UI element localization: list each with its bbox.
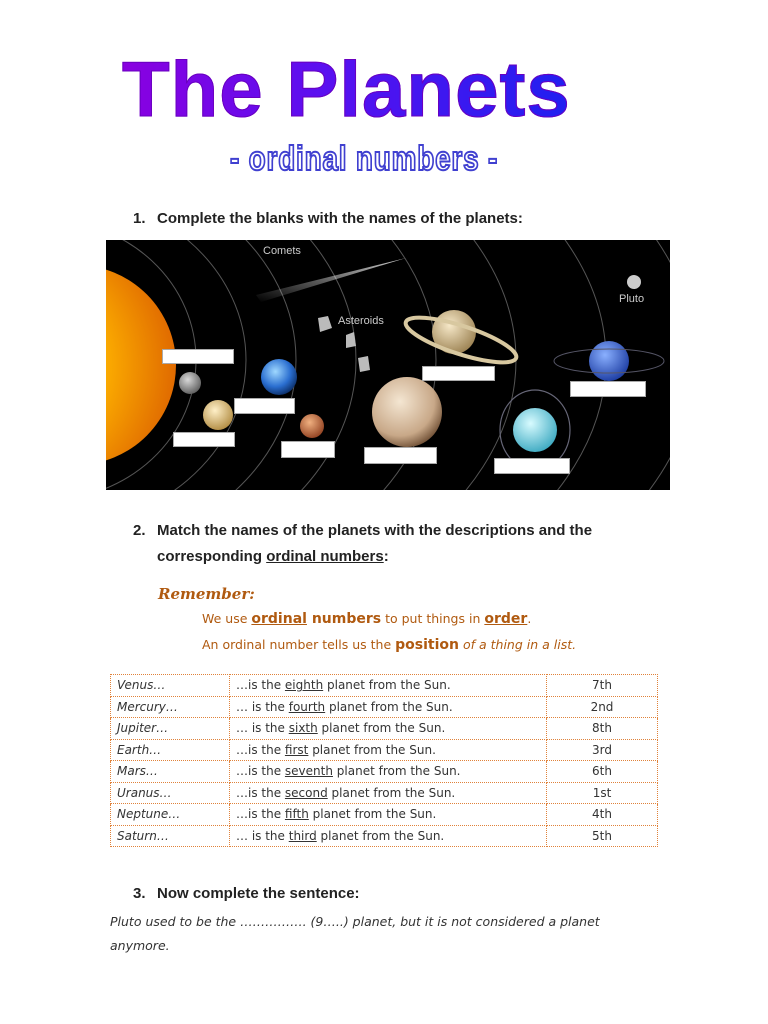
table-row [111, 696, 658, 718]
question-2-line2-suffix: : [383, 548, 389, 565]
number-cell: 7th [547, 675, 658, 697]
remember-l1-f: . [527, 611, 532, 626]
description-cell [230, 761, 547, 783]
description-post: planet from the Sun. [323, 678, 451, 693]
description-cell [230, 675, 547, 697]
question-2 [133, 522, 592, 539]
mercury-icon [179, 372, 201, 394]
description-cell [230, 696, 547, 718]
pluto-label: Pluto [619, 293, 645, 305]
description-post: planet from the Sun. [308, 807, 437, 822]
blank-mars[interactable] [281, 441, 335, 458]
question-2-line1: Match the names of the planets with the descriptions and the [157, 522, 593, 539]
planet-cell: Saturn… [111, 825, 230, 847]
question-2-number: 2. [133, 522, 146, 539]
description-ordinal: first [284, 742, 309, 757]
description-pre: … is the [236, 828, 289, 843]
description-pre: …is the [236, 742, 285, 757]
blank-jupiter[interactable] [364, 447, 437, 464]
remember-l1-numbers: numbers [306, 611, 382, 627]
planet-cell: Uranus… [111, 782, 230, 804]
remember-line-2 [202, 637, 576, 653]
question-3 [133, 885, 360, 902]
description-post: planet from the Sun. [308, 742, 436, 757]
description-pre: …is the [236, 807, 285, 822]
remember-heading: Remember: [158, 585, 255, 603]
blank-uranus[interactable] [494, 458, 570, 474]
number-cell: 2nd [547, 696, 658, 718]
description-ordinal: sixth [288, 721, 318, 736]
description-post: planet from the Sun. [327, 785, 456, 800]
description-cell [230, 804, 547, 826]
remember-l2-position: position [395, 637, 459, 653]
description-post: planet from the Sun. [332, 764, 461, 779]
jupiter-icon [372, 377, 442, 447]
question-1-text: Complete the blanks with the names of the planets: [157, 210, 523, 227]
table-row [111, 675, 658, 697]
earth-icon [261, 359, 297, 395]
number-cell: 5th [547, 825, 658, 847]
description-cell [230, 718, 547, 740]
table-row [111, 718, 658, 740]
description-cell [230, 825, 547, 847]
remember-l1-a: We use [202, 611, 252, 626]
planet-cell: Jupiter… [111, 718, 230, 740]
pluto-icon [627, 275, 641, 289]
blank-neptune[interactable] [570, 381, 646, 397]
description-ordinal: fifth [284, 807, 309, 822]
planet-cell: Earth… [111, 739, 230, 761]
page-title: The Planets [122, 45, 571, 133]
description-pre: … is the [236, 699, 289, 714]
remember-line-1 [202, 611, 531, 627]
question-2-ordinal-numbers: ordinal numbers [266, 548, 384, 565]
question-1 [133, 210, 523, 227]
solar-system-image [106, 240, 670, 490]
planet-cell: Mercury… [111, 696, 230, 718]
mars-icon [300, 414, 324, 438]
description-ordinal: eighth [284, 678, 324, 693]
blank-mercury[interactable] [162, 349, 234, 364]
description-ordinal: fourth [288, 699, 326, 714]
remember-l1-order: order [484, 611, 528, 627]
question-3-text: Now complete the sentence: [157, 885, 360, 902]
remember-l1-ordinal: ordinal [251, 611, 307, 627]
table-row [111, 739, 658, 761]
blank-earth[interactable] [234, 398, 295, 414]
description-post: planet from the Sun. [316, 828, 445, 843]
description-cell [230, 739, 547, 761]
planet-cell: Neptune… [111, 804, 230, 826]
venus-icon [203, 400, 233, 430]
description-ordinal: third [288, 828, 317, 843]
remember-l1-d: to put things in [381, 611, 485, 626]
description-post: planet from the Sun. [317, 721, 446, 736]
description-pre: …is the [236, 764, 285, 779]
question-1-number: 1. [133, 210, 146, 227]
matching-table [110, 674, 658, 847]
blank-venus[interactable] [173, 432, 235, 447]
blank-saturn[interactable] [422, 366, 495, 381]
question-2-line2 [157, 548, 389, 565]
remember-l2-c: of a thing in a list. [459, 637, 577, 652]
description-ordinal: second [284, 785, 328, 800]
question-3-number: 3. [133, 885, 146, 902]
table-row [111, 782, 658, 804]
remember-l2-a: An ordinal number tells us the [202, 637, 396, 652]
number-cell: 1st [547, 782, 658, 804]
question-2-line2-prefix: corresponding [157, 548, 267, 565]
page-subtitle: - ordinal numbers - [230, 140, 499, 178]
number-cell: 6th [547, 761, 658, 783]
comets-label: Comets [263, 245, 301, 257]
description-cell [230, 782, 547, 804]
description-pre: …is the [236, 678, 285, 693]
description-pre: … is the [236, 721, 289, 736]
number-cell: 3rd [547, 739, 658, 761]
description-pre: …is the [236, 785, 285, 800]
table-row [111, 804, 658, 826]
question-3-sentence-line1: Pluto used to be the ……………. (9…..) planet, but it is not considered a planet [110, 914, 600, 929]
question-3-sentence-line2: anymore. [110, 938, 170, 953]
number-cell: 4th [547, 804, 658, 826]
table-row [111, 825, 658, 847]
description-ordinal: seventh [284, 764, 333, 779]
table-row [111, 761, 658, 783]
description-post: planet from the Sun. [325, 699, 453, 714]
planet-cell: Mars… [111, 761, 230, 783]
number-cell: 8th [547, 718, 658, 740]
asteroids-label: Asteroids [338, 315, 384, 327]
planet-cell: Venus… [111, 675, 230, 697]
